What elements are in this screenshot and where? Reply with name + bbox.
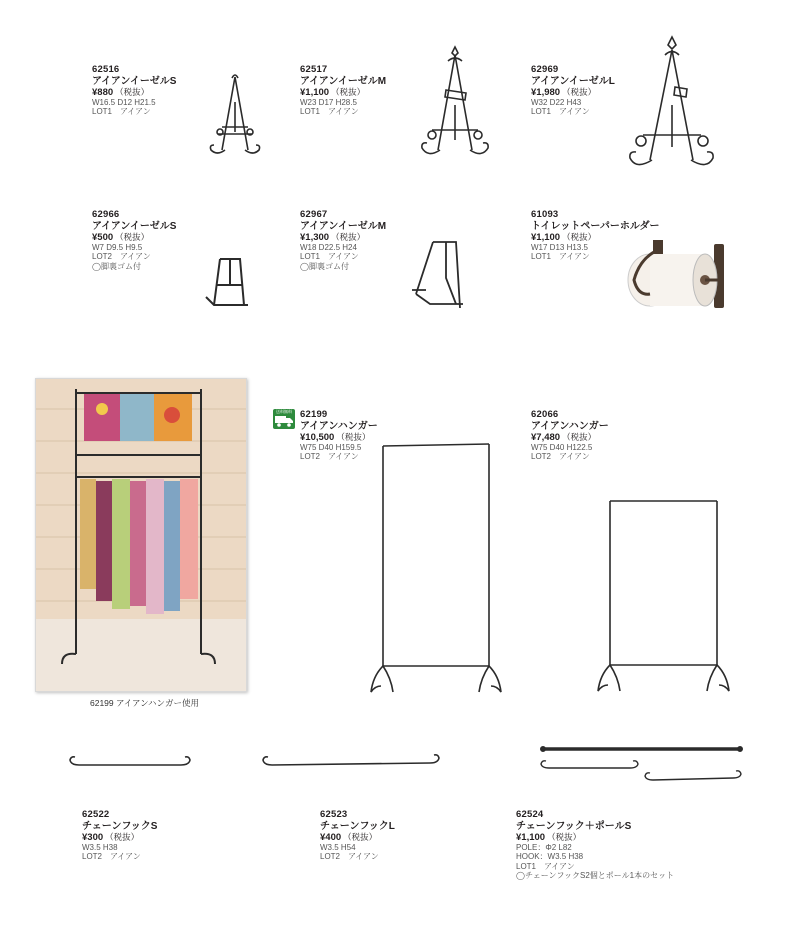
- iron-hanger-medium-image: [595, 495, 730, 705]
- product-lot: LOT2 アイアン: [92, 252, 151, 261]
- product-lot: LOT1 アイアン: [92, 107, 151, 116]
- tax-label: （税抜）: [562, 431, 597, 442]
- product-code: 62066: [531, 409, 559, 420]
- product-code: 62523: [320, 809, 348, 820]
- product-name: アイアンイーゼルS: [92, 220, 177, 232]
- mini-easel-s-image: [200, 255, 255, 315]
- tax-label: （税抜）: [562, 231, 597, 242]
- product-name: アイアンイーゼルS: [92, 75, 177, 87]
- product-size: W75 D40 H122.5: [531, 442, 593, 452]
- product-lot: LOT1 アイアン: [300, 107, 359, 116]
- chain-hook-s-image: [65, 755, 195, 775]
- product-price: [92, 87, 176, 98]
- tax-label: （税抜）: [547, 831, 582, 842]
- price-value: ¥400: [320, 831, 342, 843]
- product-code: 62524: [516, 809, 544, 820]
- product-pole-size: POLE：Φ2 L82: [516, 842, 572, 852]
- badge-text: 送料無料: [276, 409, 292, 414]
- product-62524: [516, 810, 674, 881]
- product-note: ◯脚裏ゴム付: [300, 261, 349, 271]
- price-value: ¥10,500: [300, 431, 335, 443]
- product-code: 62966: [92, 209, 120, 220]
- product-code: 62199: [300, 409, 328, 420]
- photo-caption: 62199 アイアンハンガー使用: [90, 698, 200, 708]
- toilet-paper-holder-image: [620, 238, 730, 318]
- product-lot: LOT1 アイアン: [300, 252, 359, 261]
- price-value: ¥1,100: [531, 231, 561, 243]
- product-code: 62517: [300, 64, 328, 75]
- product-note: ◯チェーンフックS2個とポール1本のセット: [516, 871, 675, 880]
- price-value: ¥300: [82, 831, 104, 843]
- product-price: [92, 232, 176, 243]
- tax-label: （税抜）: [343, 831, 378, 842]
- product-size: W3.5 H38: [82, 842, 118, 852]
- price-value: ¥7,480: [531, 431, 561, 443]
- product-lot: LOT1 アイアン: [516, 861, 575, 871]
- easel-l-image: [625, 35, 715, 175]
- price-value: ¥1,980: [531, 86, 561, 98]
- product-code: 62516: [92, 64, 120, 75]
- product-name: アイアンイーゼルL: [531, 75, 615, 87]
- hanger-usage-image: [36, 379, 246, 691]
- product-price: [531, 432, 609, 443]
- product-lot: LOT1 アイアン: [531, 252, 590, 261]
- price-value: ¥1,100: [516, 831, 546, 843]
- product-name: アイアンハンガー: [531, 420, 609, 432]
- product-62969: [531, 65, 615, 117]
- product-name: トイレットペーパーホルダー: [531, 220, 660, 232]
- truck-icon: [273, 415, 295, 428]
- product-note: ◯脚裏ゴム付: [92, 261, 141, 271]
- tax-label: （税抜）: [331, 231, 366, 242]
- product-62517: [300, 65, 386, 117]
- product-price: [300, 87, 386, 98]
- tax-label: （税抜）: [562, 86, 597, 97]
- product-lot: LOT1 アイアン: [531, 107, 590, 116]
- product-62966: [92, 210, 176, 271]
- price-value: ¥1,300: [300, 231, 330, 243]
- product-price: [82, 832, 157, 843]
- chain-hook-l-image: [258, 755, 443, 775]
- product-size: W3.5 H54: [320, 842, 356, 852]
- product-size: W7 D9.5 H9.5: [92, 242, 143, 252]
- product-price: [516, 832, 674, 843]
- product-price: [320, 832, 395, 843]
- product-price: [300, 232, 386, 243]
- easel-s-image: [200, 72, 270, 162]
- iron-hanger-large-image: [365, 440, 505, 705]
- price-value: ¥1,100: [300, 86, 330, 98]
- product-lot: LOT2 アイアン: [320, 852, 379, 861]
- product-code: 62522: [82, 809, 110, 820]
- product-size: W17 D13 H13.5: [531, 242, 588, 252]
- product-size: W16.5 D12 H21.5: [92, 97, 156, 107]
- product-lot: LOT2 アイアン: [531, 452, 590, 461]
- product-code: 62969: [531, 64, 559, 75]
- product-hook-size: HOOK：W3.5 H38: [516, 852, 584, 861]
- product-lot: LOT2 アイアン: [82, 852, 141, 861]
- product-size: W23 D17 H28.5: [300, 97, 357, 107]
- easel-m-image: [410, 45, 500, 165]
- tax-label: （税抜）: [115, 231, 150, 242]
- product-62967: [300, 210, 386, 271]
- product-size: W32 D22 H43: [531, 97, 582, 107]
- free-shipping-badge: [273, 409, 295, 429]
- product-size: W18 D22.5 H24: [300, 242, 357, 252]
- tax-label: （税抜）: [336, 431, 371, 442]
- product-name: チェーンフックS: [82, 820, 158, 832]
- usage-photo: [35, 378, 247, 692]
- product-62523: [320, 810, 395, 862]
- product-name: アイアンイーゼルM: [300, 75, 387, 87]
- product-62066: [531, 410, 609, 462]
- price-value: ¥880: [92, 86, 114, 98]
- product-size: W75 D40 H159.5: [300, 442, 362, 452]
- product-code: 61093: [531, 209, 559, 220]
- tax-label: （税抜）: [115, 86, 150, 97]
- product-name: チェーンフックL: [320, 820, 395, 832]
- product-code: 62967: [300, 209, 328, 220]
- tax-label: （税抜）: [331, 86, 366, 97]
- mini-easel-m-image: [408, 238, 473, 320]
- chain-hook-pole-set-image: [535, 742, 750, 787]
- product-62522: [82, 810, 157, 862]
- product-name: アイアンハンガー: [300, 420, 378, 432]
- product-name: アイアンイーゼルM: [300, 220, 387, 232]
- product-62516: [92, 65, 176, 117]
- tax-label: （税抜）: [105, 831, 140, 842]
- product-name: チェーンフック＋ポールS: [516, 820, 632, 832]
- product-price: [531, 87, 615, 98]
- product-lot: LOT2 アイアン: [300, 452, 359, 461]
- price-value: ¥500: [92, 231, 114, 243]
